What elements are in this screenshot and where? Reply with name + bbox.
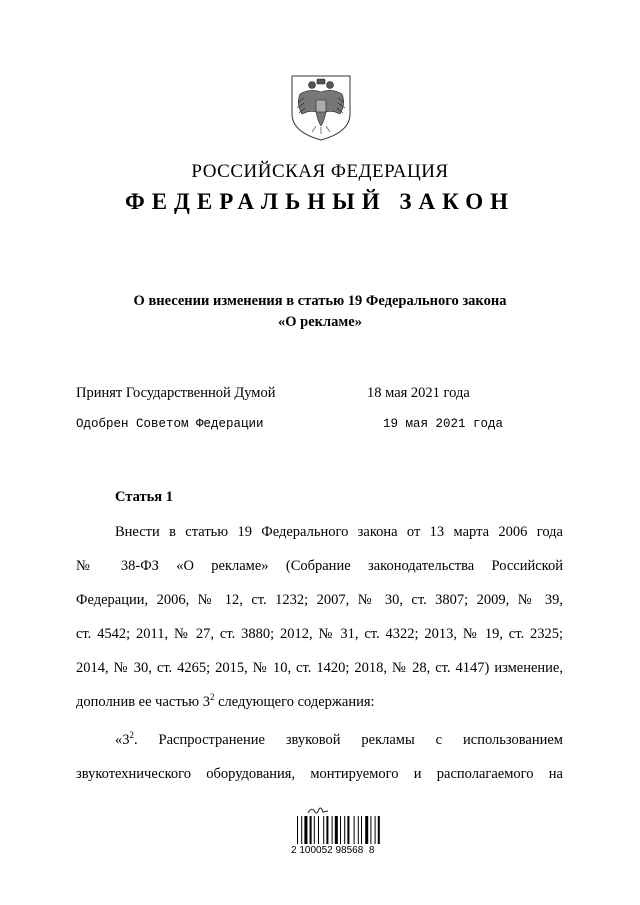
barcode-bar [304,816,307,844]
barcode-bar [354,816,355,844]
barcode-bar [301,816,302,844]
adopted-duma-label: Принят Государственной Думой [76,385,276,401]
barcode-bar [318,816,319,844]
barcode-bar [340,816,341,844]
barcode-icon [296,816,386,846]
approved-council-label: Одобрен Советом Федерации [76,417,264,431]
article-text-fragment: . Распространение звуковой рекламы с использованием [134,732,563,748]
article-text-line: № 38-ФЗ «О рекламе» (Собрание законодательства Российской [76,558,563,574]
barcode-bar [365,816,368,844]
russian-coat-of-arms-icon [288,70,354,142]
signature-mark-icon [306,804,330,816]
article-text-line: Федерации, 2006, № 12, ст. 1232; 2007, № 30, ст. 3807; 2009, № 39, [76,592,563,608]
adopted-duma-date: 18 мая 2021 года [367,385,470,401]
barcode-bar [361,816,362,844]
article-text-line: Внести в статью 19 Федерального закона от 13 марта 2006 года [115,524,563,540]
article-text-fragment: «3 [115,732,130,748]
barcode-bar [326,816,328,844]
barcode-bar [332,816,333,844]
article-text-line: звукотехнического оборудования, монтируемого и располагаемого на [76,766,563,782]
article-text-line [76,694,563,711]
article-text-line [115,732,563,749]
barcode-bar [323,816,324,844]
article-text-line: ст. 4542; 2011, № 27, ст. 3880; 2012, № 31, ст. 4322; 2013, № 19, ст. 2325; [76,626,563,642]
barcode-bar [375,816,376,844]
law-title-line: О внесении изменения в статью 19 Федерального закона [133,293,507,309]
superscript: 2 [129,730,134,741]
barcode-bar [314,816,315,844]
barcode-bar [358,816,359,844]
superscript: 2 [210,692,215,703]
law-title-line: «О рекламе» [278,314,362,330]
barcode-bar [347,816,349,844]
approved-council-date: 19 мая 2021 года [383,417,504,431]
article-text-line: 2014, № 30, ст. 4265; 2015, № 10, ст. 1420; 2018, № 28, ст. 4147) изменение, [76,660,563,676]
country-name: РОССИЙСКАЯ ФЕДЕРАЦИЯ [191,161,449,182]
barcode-bar [335,816,338,844]
article-heading: Статья 1 [115,489,173,505]
article-text-fragment: дополнив ее частью 3 [76,694,210,710]
law-title [0,291,640,333]
barcode-bar [378,816,380,844]
law-type-heading: ФЕДЕРАЛЬНЫЙ ЗАКОН [124,189,516,214]
barcode-bar [310,816,312,844]
article-text-fragment: следующего содержания: [214,694,375,710]
barcode-number: 2 100052 98568 8 [291,845,375,856]
barcode-bar [297,816,298,844]
barcode-bar [344,816,345,844]
barcode-bar [370,816,371,844]
